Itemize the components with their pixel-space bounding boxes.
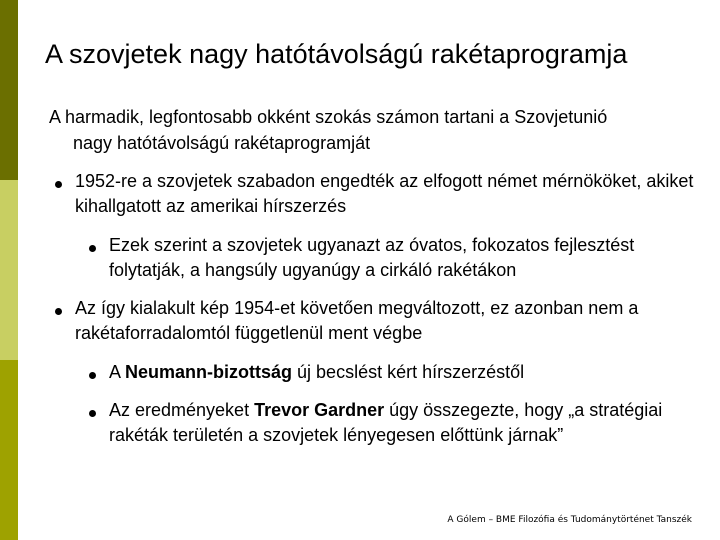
sub-bullet-text-pre: Az eredményeket bbox=[109, 400, 255, 420]
bullet-dot-icon bbox=[55, 181, 62, 188]
bullet-dot-icon bbox=[89, 245, 96, 252]
footer-credit: A Gólem – BME Filozófia és Tudománytörténet Tanszék bbox=[447, 515, 692, 525]
left-color-band-top bbox=[0, 0, 18, 180]
intro-line-1: A harmadik, legfontosabb okként szokás számon tartani a Szovjetunió bbox=[49, 107, 608, 127]
bullet-text: Az így kialakult kép 1954-et követően megváltozott, ez azonban nem a rakétaforradalomtól függetlenül ment végbe bbox=[75, 298, 639, 343]
sub-bullet-item bbox=[109, 398, 704, 448]
bullet-dot-icon bbox=[89, 372, 96, 379]
neumann-committee-name: Neumann-bizottság bbox=[125, 362, 293, 382]
left-color-band-middle bbox=[0, 180, 18, 360]
intro-paragraph bbox=[49, 104, 689, 156]
slide-title: A szovjetek nagy hatótávolságú rakétaprogramja bbox=[45, 39, 628, 69]
bullet-item bbox=[75, 296, 705, 346]
left-color-band-bottom bbox=[0, 360, 18, 540]
sub-bullet-item bbox=[109, 360, 704, 385]
trevor-gardner-name: Trevor Gardner bbox=[254, 400, 385, 420]
bullet-item bbox=[75, 169, 705, 219]
bullet-dot-icon bbox=[89, 410, 96, 417]
sub-bullet-text-post: úgy összegezte, hogy „a stratégiai rakéták területén a szovjetek lényegesen előttünk járnak” bbox=[109, 400, 663, 445]
bullet-dot-icon bbox=[55, 308, 62, 315]
bullet-text: 1952-re a szovjetek szabadon engedték az elfogott német mérnököket, akiket kihallgatott az amerikai hírszerzés bbox=[75, 171, 694, 216]
sub-bullet-item bbox=[109, 233, 704, 283]
sub-bullet-text-post: új becslést kért hírszerzéstől bbox=[292, 362, 525, 382]
sub-bullet-text-pre: A bbox=[109, 362, 126, 382]
sub-bullet-text: Ezek szerint a szovjetek ugyanazt az óvatos, fokozatos fejlesztést folytatják, a hangsúly ugyanúgy a cirkáló rakétákon bbox=[109, 235, 635, 280]
intro-line-2: nagy hatótávolságú rakétaprogramját bbox=[73, 133, 371, 153]
